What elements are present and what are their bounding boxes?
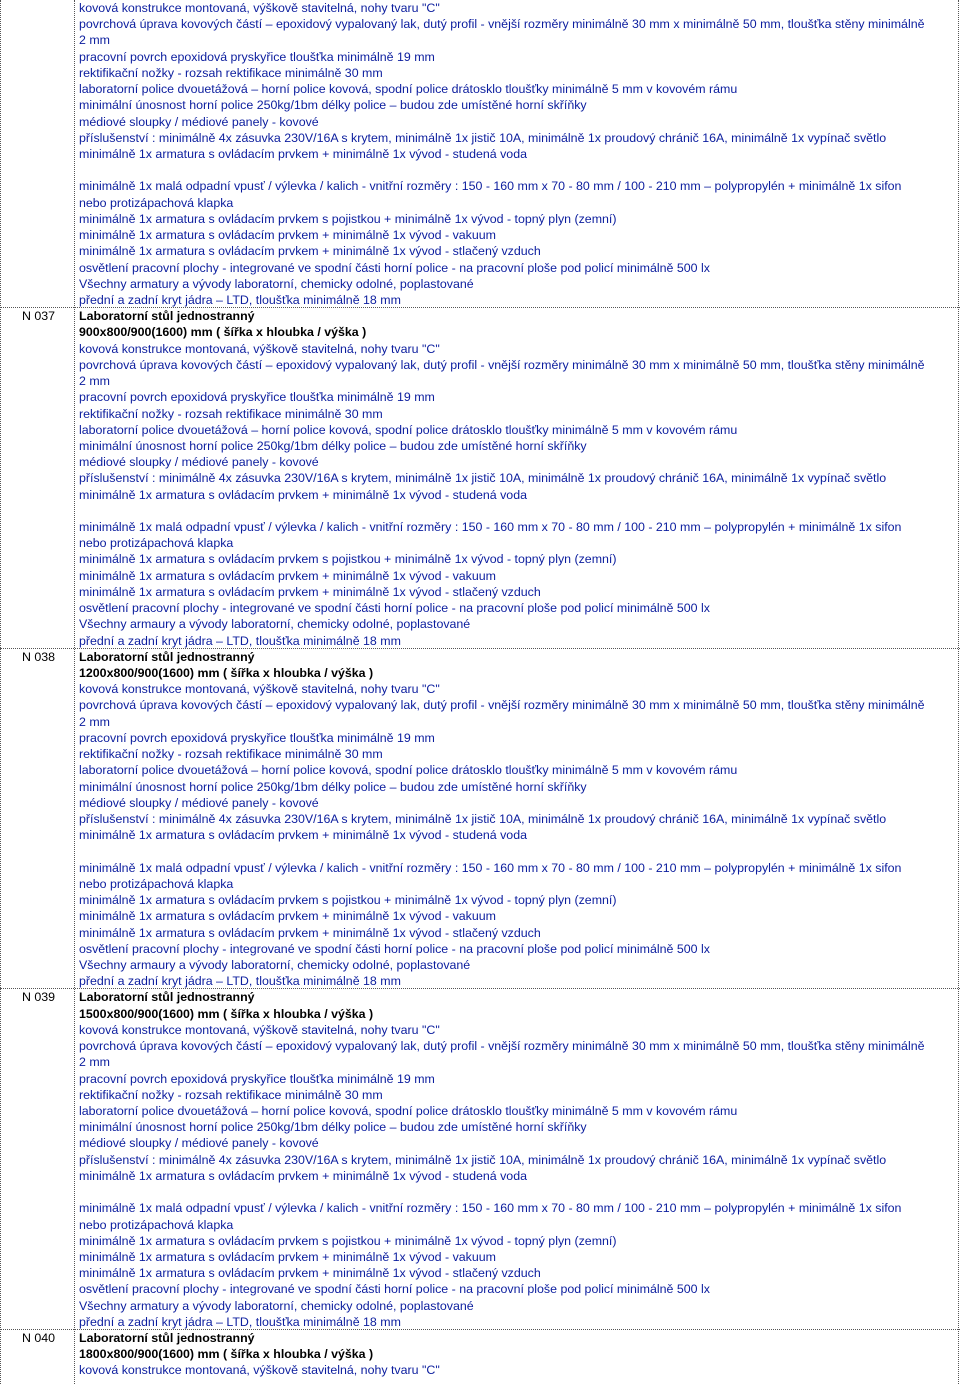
row-separator: [0, 988, 960, 989]
spec-line: laboratorní police dvouetážová – horní police kovová, spodní police drátosklo tloušťky minimálně 5 mm v kovovém rámu: [79, 763, 738, 778]
spec-line: minimálně 1x armatura s ovládacím prvkem + minimálně 1x vývod - studená voda: [79, 828, 527, 843]
item-heading: 900x800/900(1600) mm ( šířka x hloubka / výška ): [79, 325, 367, 340]
blank-line: [79, 162, 957, 178]
spec-line: minimálně 1x malá odpadní vpusť / výlevka / kalich - vnitřní rozměry : 150 - 160 mm x 70 - 80 mm / 100 - 210 mm – polypropylén + minimálně 1x sifon: [79, 520, 902, 535]
spec-line: minimálně 1x armatura s ovládacím prvkem s pojistkou + minimálně 1x vývod - topný plyn (zemní): [79, 552, 617, 567]
spec-line: minimálně 1x armatura s ovládacím prvkem + minimálně 1x vývod - vakuum: [79, 568, 496, 583]
spec-line: nebo protizápachová klapka: [79, 195, 234, 210]
row-separator: [0, 307, 960, 308]
spec-line: přední a zadní kryt jádra – LTD, tloušťka minimálně 18 mm: [79, 974, 401, 989]
item-heading: Laboratorní stůl jednostranný: [79, 649, 255, 664]
spec-line: minimálně 1x armatura s ovládacím prvkem s pojistkou + minimálně 1x vývod - topný plyn (zemní): [79, 893, 617, 908]
row-separator: [0, 1329, 960, 1330]
spec-line: médiové sloupky / médiové panely - kovové: [79, 1136, 319, 1151]
spec-line: rektifikační nožky - rozsah rektifikace minimálně 30 mm: [79, 65, 383, 80]
spec-line: osvětlení pracovní plochy - integrované ve spodní části horní police - na pracovní ploše pod policí minimálně 500 lx: [79, 260, 710, 275]
blank-line: [79, 843, 957, 859]
spec-line: nebo protizápachová klapka: [79, 1217, 234, 1232]
spec-line: médiové sloupky / médiové panely - kovové: [79, 795, 319, 810]
item-heading: 1200x800/900(1600) mm ( šířka x hloubka / výška ): [79, 666, 374, 681]
table-border-right: [958, 0, 959, 1384]
spec-line: minimálně 1x armatura s ovládacím prvkem + minimálně 1x vývod - stlačený vzduch: [79, 584, 541, 599]
spec-line: minimální únosnost horní police 250kg/1bm délky police – budou zde umístěné horní skříňky: [79, 98, 587, 113]
spec-line: médiové sloupky / médiové panely - kovové: [79, 455, 319, 470]
spec-line: minimálně 1x armatura s ovládacím prvkem + minimálně 1x vývod - stlačený vzduch: [79, 1266, 541, 1281]
row-separator: [0, 648, 960, 649]
spec-line: osvětlení pracovní plochy - integrované ve spodní části horní police - na pracovní ploše pod policí minimálně 500 lx: [79, 601, 710, 616]
spec-line: pracovní povrch epoxidová pryskyřice tloušťka minimálně 19 mm: [79, 1071, 435, 1086]
spec-line: pracovní povrch epoxidová pryskyřice tloušťka minimálně 19 mm: [79, 730, 435, 745]
spec-line: 2 mm: [79, 714, 110, 729]
spec-line: minimální únosnost horní police 250kg/1bm délky police – budou zde umístěné horní skříňky: [79, 438, 587, 453]
spec-line: rektifikační nožky - rozsah rektifikace minimálně 30 mm: [79, 747, 383, 762]
spec-line: Všechny armatury a vývody laboratorní, chemicky odolné, poplastované: [79, 276, 474, 291]
item-heading: Laboratorní stůl jednostranný: [79, 309, 255, 324]
spec-line: Všechny armatury a vývody laboratorní, chemicky odolné, poplastované: [79, 1298, 474, 1313]
spec-line: kovová konstrukce montovaná, výškově stavitelná, nohy tvaru "C": [79, 341, 440, 356]
spec-line: kovová konstrukce montovaná, výškově stavitelná, nohy tvaru "C": [79, 1363, 440, 1378]
item-heading: Laboratorní stůl jednostranný: [79, 990, 255, 1005]
spec-line: kovová konstrukce montovaná, výškově stavitelná, nohy tvaru "C": [79, 1022, 440, 1037]
item-code: N 037: [22, 309, 56, 324]
spec-line: minimálně 1x armatura s ovládacím prvkem + minimálně 1x vývod - vakuum: [79, 228, 496, 243]
spec-line: laboratorní police dvouetážová – horní police kovová, spodní police drátosklo tloušťky minimálně 5 mm v kovovém rámu: [79, 82, 738, 97]
spec-line: pracovní povrch epoxidová pryskyřice tloušťka minimálně 19 mm: [79, 49, 435, 64]
spec-line: 2 mm: [79, 33, 110, 48]
spec-line: povrchová úprava kovových částí – epoxidový vypalovaný lak, dutý profil - vnější rozměry minimálně 30 mm x minimálně 50 mm, tloušťka stěny minimálně: [79, 1039, 925, 1054]
spec-line: minimálně 1x malá odpadní vpusť / výlevka / kalich - vnitřní rozměry : 150 - 160 mm x 70 - 80 mm / 100 - 210 mm – polypropylén + minimálně 1x sifon: [79, 860, 902, 875]
item-code: N 038: [22, 649, 56, 664]
spec-line: rektifikační nožky - rozsah rektifikace minimálně 30 mm: [79, 406, 383, 421]
spec-line: laboratorní police dvouetážová – horní police kovová, spodní police drátosklo tloušťky minimálně 5 mm v kovovém rámu: [79, 422, 738, 437]
spec-line: Všechny armaury a vývody laboratorní, chemicky odolné, poplastované: [79, 957, 471, 972]
spec-line: Všechny armaury a vývody laboratorní, chemicky odolné, poplastované: [79, 617, 471, 632]
spec-line: minimální únosnost horní police 250kg/1bm délky police – budou zde umístěné horní skříňky: [79, 1120, 587, 1135]
spec-line: minimálně 1x armatura s ovládacím prvkem + minimálně 1x vývod - studená voda: [79, 1168, 527, 1183]
spec-line: nebo protizápachová klapka: [79, 536, 234, 551]
blank-line: [79, 1184, 957, 1200]
spec-line: kovová konstrukce montovaná, výškově stavitelná, nohy tvaru "C": [79, 1, 440, 15]
spec-line: minimálně 1x armatura s ovládacím prvkem + minimálně 1x vývod - stlačený vzduch: [79, 925, 541, 940]
spec-line: minimálně 1x armatura s ovládacím prvkem + minimálně 1x vývod - studená voda: [79, 146, 527, 161]
spec-line: nebo protizápachová klapka: [79, 876, 234, 891]
spec-line: přední a zadní kryt jádra – LTD, tloušťka minimálně 18 mm: [79, 1314, 401, 1329]
spec-line: 2 mm: [79, 374, 110, 389]
spec-line: povrchová úprava kovových částí – epoxidový vypalovaný lak, dutý profil - vnější rozměry minimálně 30 mm x minimálně 50 mm, tloušťka stěny minimálně: [79, 17, 925, 32]
item-code: N 040: [22, 1331, 56, 1346]
item-heading: 1800x800/900(1600) mm ( šířka x hloubka / výška ): [79, 1347, 374, 1362]
spec-line: minimálně 1x armatura s ovládacím prvkem + minimálně 1x vývod - vakuum: [79, 1249, 496, 1264]
spec-line: kovová konstrukce montovaná, výškově stavitelná, nohy tvaru "C": [79, 682, 440, 697]
item-heading: Laboratorní stůl jednostranný: [79, 1331, 255, 1346]
blank-line: [79, 503, 957, 519]
table-border-left: [0, 0, 1, 1384]
spec-line: příslušenství : minimálně 4x zásuvka 230V/16A s krytem, minimálně 1x jistič 10A, minimálně 1x proudový chránič 16A, minimálně 1x vypínač světlo: [79, 1152, 887, 1167]
spec-line: povrchová úprava kovových částí – epoxidový vypalovaný lak, dutý profil - vnější rozměry minimálně 30 mm x minimálně 50 mm, tloušťka stěny minimálně: [79, 357, 925, 372]
spec-line: přední a zadní kryt jádra – LTD, tloušťka minimálně 18 mm: [79, 292, 401, 307]
spec-line: minimálně 1x malá odpadní vpusť / výlevka / kalich - vnitřní rozměry : 150 - 160 mm x 70 - 80 mm / 100 - 210 mm – polypropylén + minimálně 1x sifon: [79, 1201, 902, 1216]
spec-line: 2 mm: [79, 1055, 110, 1070]
spec-line: příslušenství : minimálně 4x zásuvka 230V/16A s krytem, minimálně 1x jistič 10A, minimálně 1x proudový chránič 16A, minimálně 1x vypínač světlo: [79, 130, 887, 145]
spec-line: minimálně 1x armatura s ovládacím prvkem s pojistkou + minimálně 1x vývod - topný plyn (zemní): [79, 211, 617, 226]
spec-line: médiové sloupky / médiové panely - kovové: [79, 114, 319, 129]
spec-line: osvětlení pracovní plochy - integrované ve spodní části horní police - na pracovní ploše pod policí minimálně 500 lx: [79, 1282, 710, 1297]
spec-line: povrchová úprava kovových částí – epoxidový vypalovaný lak, dutý profil - vnější rozměry minimálně 30 mm x minimálně 50 mm, tloušťka stěny minimálně: [79, 698, 925, 713]
spec-line: minimálně 1x armatura s ovládacím prvkem s pojistkou + minimálně 1x vývod - topný plyn (zemní): [79, 1233, 617, 1248]
spec-line: minimální únosnost horní police 250kg/1bm délky police – budou zde umístěné horní skříňky: [79, 779, 587, 794]
spec-line: minimálně 1x malá odpadní vpusť / výlevka / kalich - vnitřní rozměry : 150 - 160 mm x 70 - 80 mm / 100 - 210 mm – polypropylén + minimálně 1x sifon: [79, 179, 902, 194]
table-column-divider: [74, 0, 75, 1384]
spec-line: minimálně 1x armatura s ovládacím prvkem + minimálně 1x vývod - vakuum: [79, 909, 496, 924]
item-heading: 1500x800/900(1600) mm ( šířka x hloubka / výška ): [79, 1006, 374, 1021]
spec-line: minimálně 1x armatura s ovládacím prvkem + minimálně 1x vývod - studená voda: [79, 487, 527, 502]
spec-line: osvětlení pracovní plochy - integrované ve spodní části horní police - na pracovní ploše pod policí minimálně 500 lx: [79, 941, 710, 956]
spec-line: příslušenství : minimálně 4x zásuvka 230V/16A s krytem, minimálně 1x jistič 10A, minimálně 1x proudový chránič 16A, minimálně 1x vypínač světlo: [79, 471, 887, 486]
spec-line: minimálně 1x armatura s ovládacím prvkem + minimálně 1x vývod - stlačený vzduch: [79, 244, 541, 259]
spec-line: rektifikační nožky - rozsah rektifikace minimálně 30 mm: [79, 1087, 383, 1102]
spec-line: příslušenství : minimálně 4x zásuvka 230V/16A s krytem, minimálně 1x jistič 10A, minimálně 1x proudový chránič 16A, minimálně 1x vypínač světlo: [79, 812, 887, 826]
spec-line: laboratorní police dvouetážová – horní police kovová, spodní police drátosklo tloušťky minimálně 5 mm v kovovém rámu: [79, 1103, 738, 1118]
item-code: N 039: [22, 990, 56, 1005]
spec-line: přední a zadní kryt jádra – LTD, tloušťka minimálně 18 mm: [79, 633, 401, 648]
spec-line: pracovní povrch epoxidová pryskyřice tloušťka minimálně 19 mm: [79, 390, 435, 405]
